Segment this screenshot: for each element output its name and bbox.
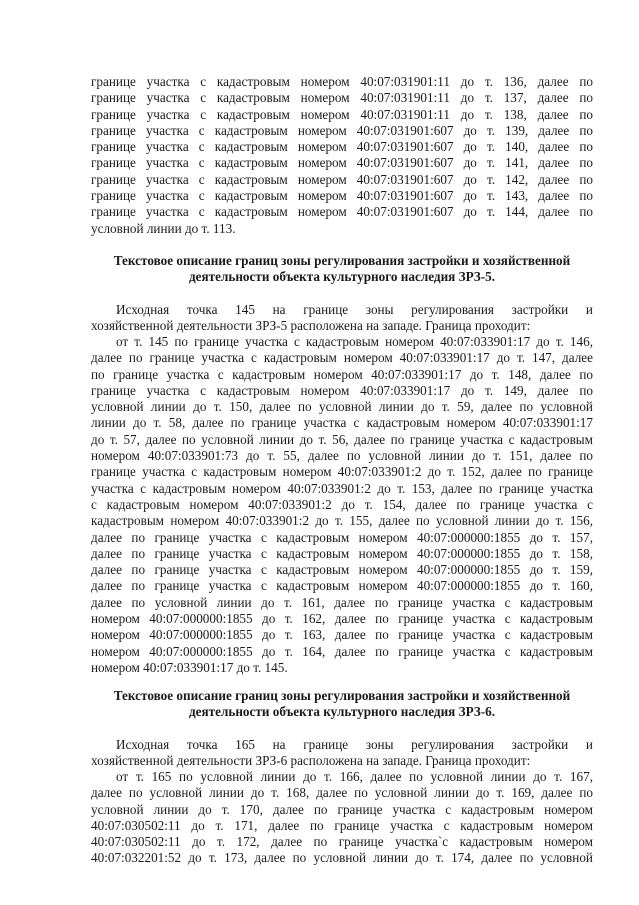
text-line: условной линии до т. 113.	[91, 220, 236, 236]
text-line: линии до т. 58, далее по границе участка с кадастровым номером 40:07:033901:17	[91, 415, 593, 431]
paragraph-zrz5-intro	[91, 302, 593, 335]
heading-line: Текстовое описание границ зоны регулирования застройки и хозяйственной	[113, 253, 571, 268]
text-line: 40:07:032201:52 до т. 173, далее по условной линии до т. 174, далее по условной	[91, 850, 593, 866]
text-line: кадастровым номером 40:07:033901:2 до т. 155, далее по условной линии до т. 156,	[91, 513, 593, 529]
text-line: границе участка с кадастровым номером 40:07:031901:607 до т. 144, далее по	[91, 204, 593, 220]
text-line: участка с кадастровым номером 40:07:033901:2 до т. 153, далее по границе участка	[91, 480, 593, 496]
text-line: хозяйственной деятельности ЗРЗ-5 расположена на западе. Граница проходит:	[91, 318, 531, 334]
text-line: границе участка с кадастровым номером 40:07:031901:607 до т. 142, далее по	[91, 171, 593, 187]
heading-line: деятельности объекта культурного наследия ЗРЗ-6.	[188, 704, 496, 720]
text-line: границе участка с кадастровым номером 40:07:031901:607 до т. 143, далее по	[91, 188, 593, 204]
text-line: номером 40:07:033901:17 до т. 145.	[91, 659, 288, 675]
paragraph-zrz5-boundary	[91, 334, 593, 676]
heading-line: деятельности объекта культурного наследия ЗРЗ-5.	[188, 269, 496, 285]
text-line: от т. 145 по границе участка с кадастровым номером 40:07:033901:17 до т. 146,	[116, 334, 593, 349]
paragraph-zrz6-intro	[91, 737, 593, 770]
text-line: Исходная точка 145 на границе зоны регулирования застройки и	[116, 302, 593, 317]
text-line: от т. 165 по условной линии до т. 166, далее по условной линии до т. 167,	[116, 769, 593, 784]
text-line: границе участка с кадастровым номером 40:07:031901:607 до т. 139, далее по	[91, 122, 593, 138]
text-line: до т. 57, далее по условной линии до т. 56, далее по границе участка с кадастровым	[91, 431, 593, 447]
text-line: номером 40:07:000000:1855 до т. 163, далее по границе участка с кадастровым	[91, 627, 593, 643]
text-line: с кадастровым номером 40:07:033901:2 до т. 154, далее по границе участка с	[91, 496, 593, 512]
text-line: далее по границе участка с кадастровым номером 40:07:000000:1855 до т. 160,	[91, 578, 593, 594]
text-line: хозяйственной деятельности ЗРЗ-6 расположена на западе. Граница проходит:	[91, 753, 531, 769]
text-line: условной линии до т. 150, далее по условной линии до т. 59, далее по условной	[91, 399, 593, 415]
text-line: 40:07:030502:11 до т. 171, далее по границе участка с кадастровым номером	[91, 817, 593, 833]
text-line: Исходная точка 165 на границе зоны регулирования застройки и	[116, 737, 593, 752]
text-line: границе участка с кадастровым номером 40:07:031901:11 до т. 138, далее по	[91, 106, 593, 122]
heading-line: Текстовое описание границ зоны регулирования застройки и хозяйственной	[113, 688, 571, 703]
text-line: границе участка с кадастровым номером 40:07:031901:11 до т. 137, далее по	[91, 90, 593, 106]
text-line: границе участка с кадастровым номером 40:07:031901:607 до т. 140, далее по	[91, 139, 593, 155]
text-line: границе участка с кадастровым номером 40:07:033901:17 до т. 149, далее по	[91, 382, 593, 398]
text-line: далее по границе участка с кадастровым номером 40:07:000000:1855 до т. 159,	[91, 562, 593, 578]
paragraph-zrz6-boundary	[91, 769, 593, 867]
text-line: далее по границе участка с кадастровым номером 40:07:000000:1855 до т. 158,	[91, 545, 593, 561]
text-line: по границе участка с кадастровым номером 40:07:033901:17 до т. 148, далее по	[91, 366, 593, 382]
text-line: номером 40:07:000000:1855 до т. 162, далее по границе участка с кадастровым	[91, 611, 593, 627]
paragraph-zrz4-continuation	[91, 74, 593, 237]
section-heading-zrz5	[91, 253, 593, 286]
text-line: границе участка с кадастровым номером 40:07:031901:607 до т. 141, далее по	[91, 155, 593, 171]
text-line: далее по условной линии до т. 161, далее по границе участка с кадастровым	[91, 594, 593, 610]
text-line: условной линии до т. 170, далее по границе участка с кадастровым номером	[91, 801, 593, 817]
section-heading-zrz6	[91, 688, 593, 721]
text-line: 40:07:030502:11 до т. 172, далее по границе участка`с кадастровым номером	[91, 834, 593, 850]
text-line: номером 40:07:033901:73 до т. 55, далее по условной линии до т. 151, далее по	[91, 448, 593, 464]
text-line: границе участка с кадастровым номером 40:07:033901:2 до т. 152, далее по границе	[91, 464, 593, 480]
text-line: далее по границе участка с кадастровым номером 40:07:033901:17 до т. 147, далее	[91, 350, 593, 366]
text-line: номером 40:07:000000:1855 до т. 164, далее по границе участка с кадастровым	[91, 643, 593, 659]
text-line: далее по условной линии до т. 168, далее по условной линии до т. 169, далее по	[91, 785, 593, 801]
text-line: границе участка с кадастровым номером 40:07:031901:11 до т. 136, далее по	[91, 74, 593, 89]
text-line: далее по границе участка с кадастровым номером 40:07:000000:1855 до т. 157,	[91, 529, 593, 545]
